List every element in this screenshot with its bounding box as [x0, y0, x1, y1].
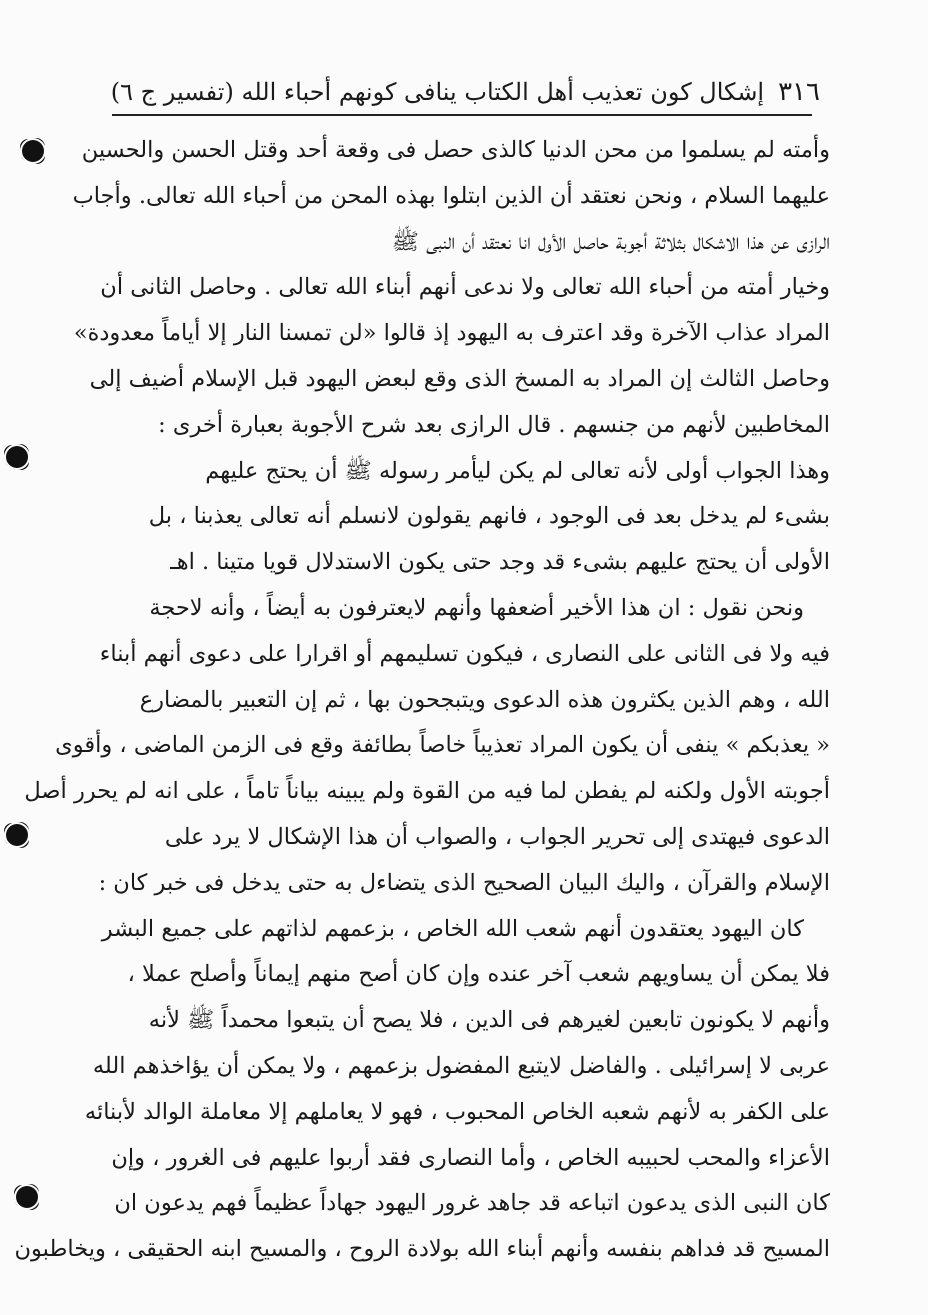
- text-line: الدعوى فيهتدى إلى تحرير الجواب ، والصواب أن هذا الإشكال لا يرد على: [164, 823, 830, 850]
- text-line: فلا يمكن أن يساويهم شعب آخر عنده وإن كان أصح منهم إيماناً وأصلح عملا ،: [127, 961, 830, 988]
- text-line: الإسلام والقرآن ، واليك البيان الصحيح الذى يتضاءل به حتى يدخل فى خبر كان :: [98, 869, 830, 896]
- punch-hole-mark: [16, 1186, 38, 1208]
- text-line: أجوبته الأول ولكنه لم يفطن لما فيه من القوة ولم يبينه بياناً تاماً ، على انه لم يحرر أصل: [24, 778, 830, 805]
- page-header: [108, 70, 820, 114]
- punch-hole-mark: [22, 140, 44, 162]
- paragraph-start-line: ونحن نقول : ان هذا الأخير أضعفها وأنهم لايعترفون به أيضاً ، وأنه لاحجة: [149, 594, 804, 621]
- header-rule: [112, 114, 812, 116]
- text-line: الرازى عن هذا الاشكال بثلاثة أجوبة حاصل الأول انا نعتقد أن النبى ﷺ: [391, 228, 830, 255]
- text-line: الأعزاء والمحب لحبيبه الخاص ، وأما النصارى فقد أربوا عليهم فى الغرور ، وإن: [111, 1144, 830, 1171]
- text-line: وأمته لم يسلموا من محن الدنيا كالذى حصل فى وقعة أحد وقتل الحسن والحسين: [81, 137, 830, 163]
- text-line: المسيح قد فداهم بنفسه وأنهم أبناء الله بولادة الروح ، والمسيح ابنه الحقيقى ، ويخاطبون: [14, 1236, 830, 1263]
- body-text: [14, 128, 830, 1303]
- text-line: على الكفر به لأنهم شعبه الخاص المحبوب ، فهو لا يعاملهم إلا معاملة الوالد لأبنائه: [84, 1098, 830, 1125]
- text-line: « يعذبكم » ينفى أن يكون المراد تعذيباً خاصاً بطائفة وقع فى الزمن الماضى ، وأقوى: [55, 732, 830, 759]
- text-line: وأنهم لا يكونون تابعين لغيرهم فى الدين ، فلا يصح أن يتبعوا محمداً ﷺ لأنه: [148, 1007, 830, 1034]
- punch-hole-mark: [6, 824, 28, 846]
- text-line: المراد عذاب الآخرة وقد اعترف به اليهود إذ قالوا «لن تمسنا النار إلا أياماً معدودة»: [73, 320, 830, 347]
- text-line: المخاطبين لأنهم من جنسهم . قال الرازى بعد شرح الأجوبة بعبارة أخرى :: [158, 411, 830, 438]
- text-line: كان النبى الذى يدعون اتباعه قد جاهد غرور اليهود جهاداً عظيماً فهم يدعون ان: [114, 1190, 830, 1217]
- running-title: إشكال كون تعذيب أهل الكتاب ينافى كونهم أحباء الله (تفسير ج ٦): [110, 78, 765, 106]
- text-line: وحاصل الثالث إن المراد به المسخ الذى وقع لبعض اليهود قبل الإسلام أضيف إلى: [89, 365, 830, 392]
- text-line: وخيار أمته من أحباء الله تعالى ولا ندعى أنهم أبناء الله تعالى . وحاصل الثانى أن: [100, 274, 830, 301]
- page-number: ٣١٦: [778, 77, 820, 107]
- text-line: الله ، وهم الذين يكثرون هذه الدعوى ويتبجحون بها ، ثم إن التعبير بالمضارع: [139, 686, 830, 713]
- text-line: فيه ولا فى الثانى على النصارى ، فيكون تسليمهم أو اقرارا على دعوى أنهم أبناء: [99, 640, 830, 667]
- text-line: الأولى أن يحتج عليهم بشىء قد وجد حتى يكون الاستدلال قويا متينا . اهـ: [170, 549, 830, 576]
- text-line: بشىء لم يدخل بعد فى الوجود ، فانهم يقولون لانسلم أنه تعالى يعذبنا ، بل: [148, 503, 830, 530]
- punch-hole-mark: [6, 446, 28, 468]
- text-line: عربى لا إسرائيلى . والفاضل لايتبع المفضول بزعمهم ، ولا يمكن أن يؤاخذهم الله: [92, 1052, 830, 1079]
- text-line: عليهما السلام ، ونحن نعتقد أن الذين ابتلوا بهذه المحن من أحباء الله تعالى. وأجاب: [72, 182, 830, 209]
- paragraph-start-line: كان اليهود يعتقدون أنهم شعب الله الخاص ، بزعمهم لذاتهم على جميع البشر: [101, 915, 804, 942]
- text-line: وهذا الجواب أولى لأنه تعالى لم يكن ليأمر رسوله ﷺ أن يحتج عليهم: [205, 457, 830, 484]
